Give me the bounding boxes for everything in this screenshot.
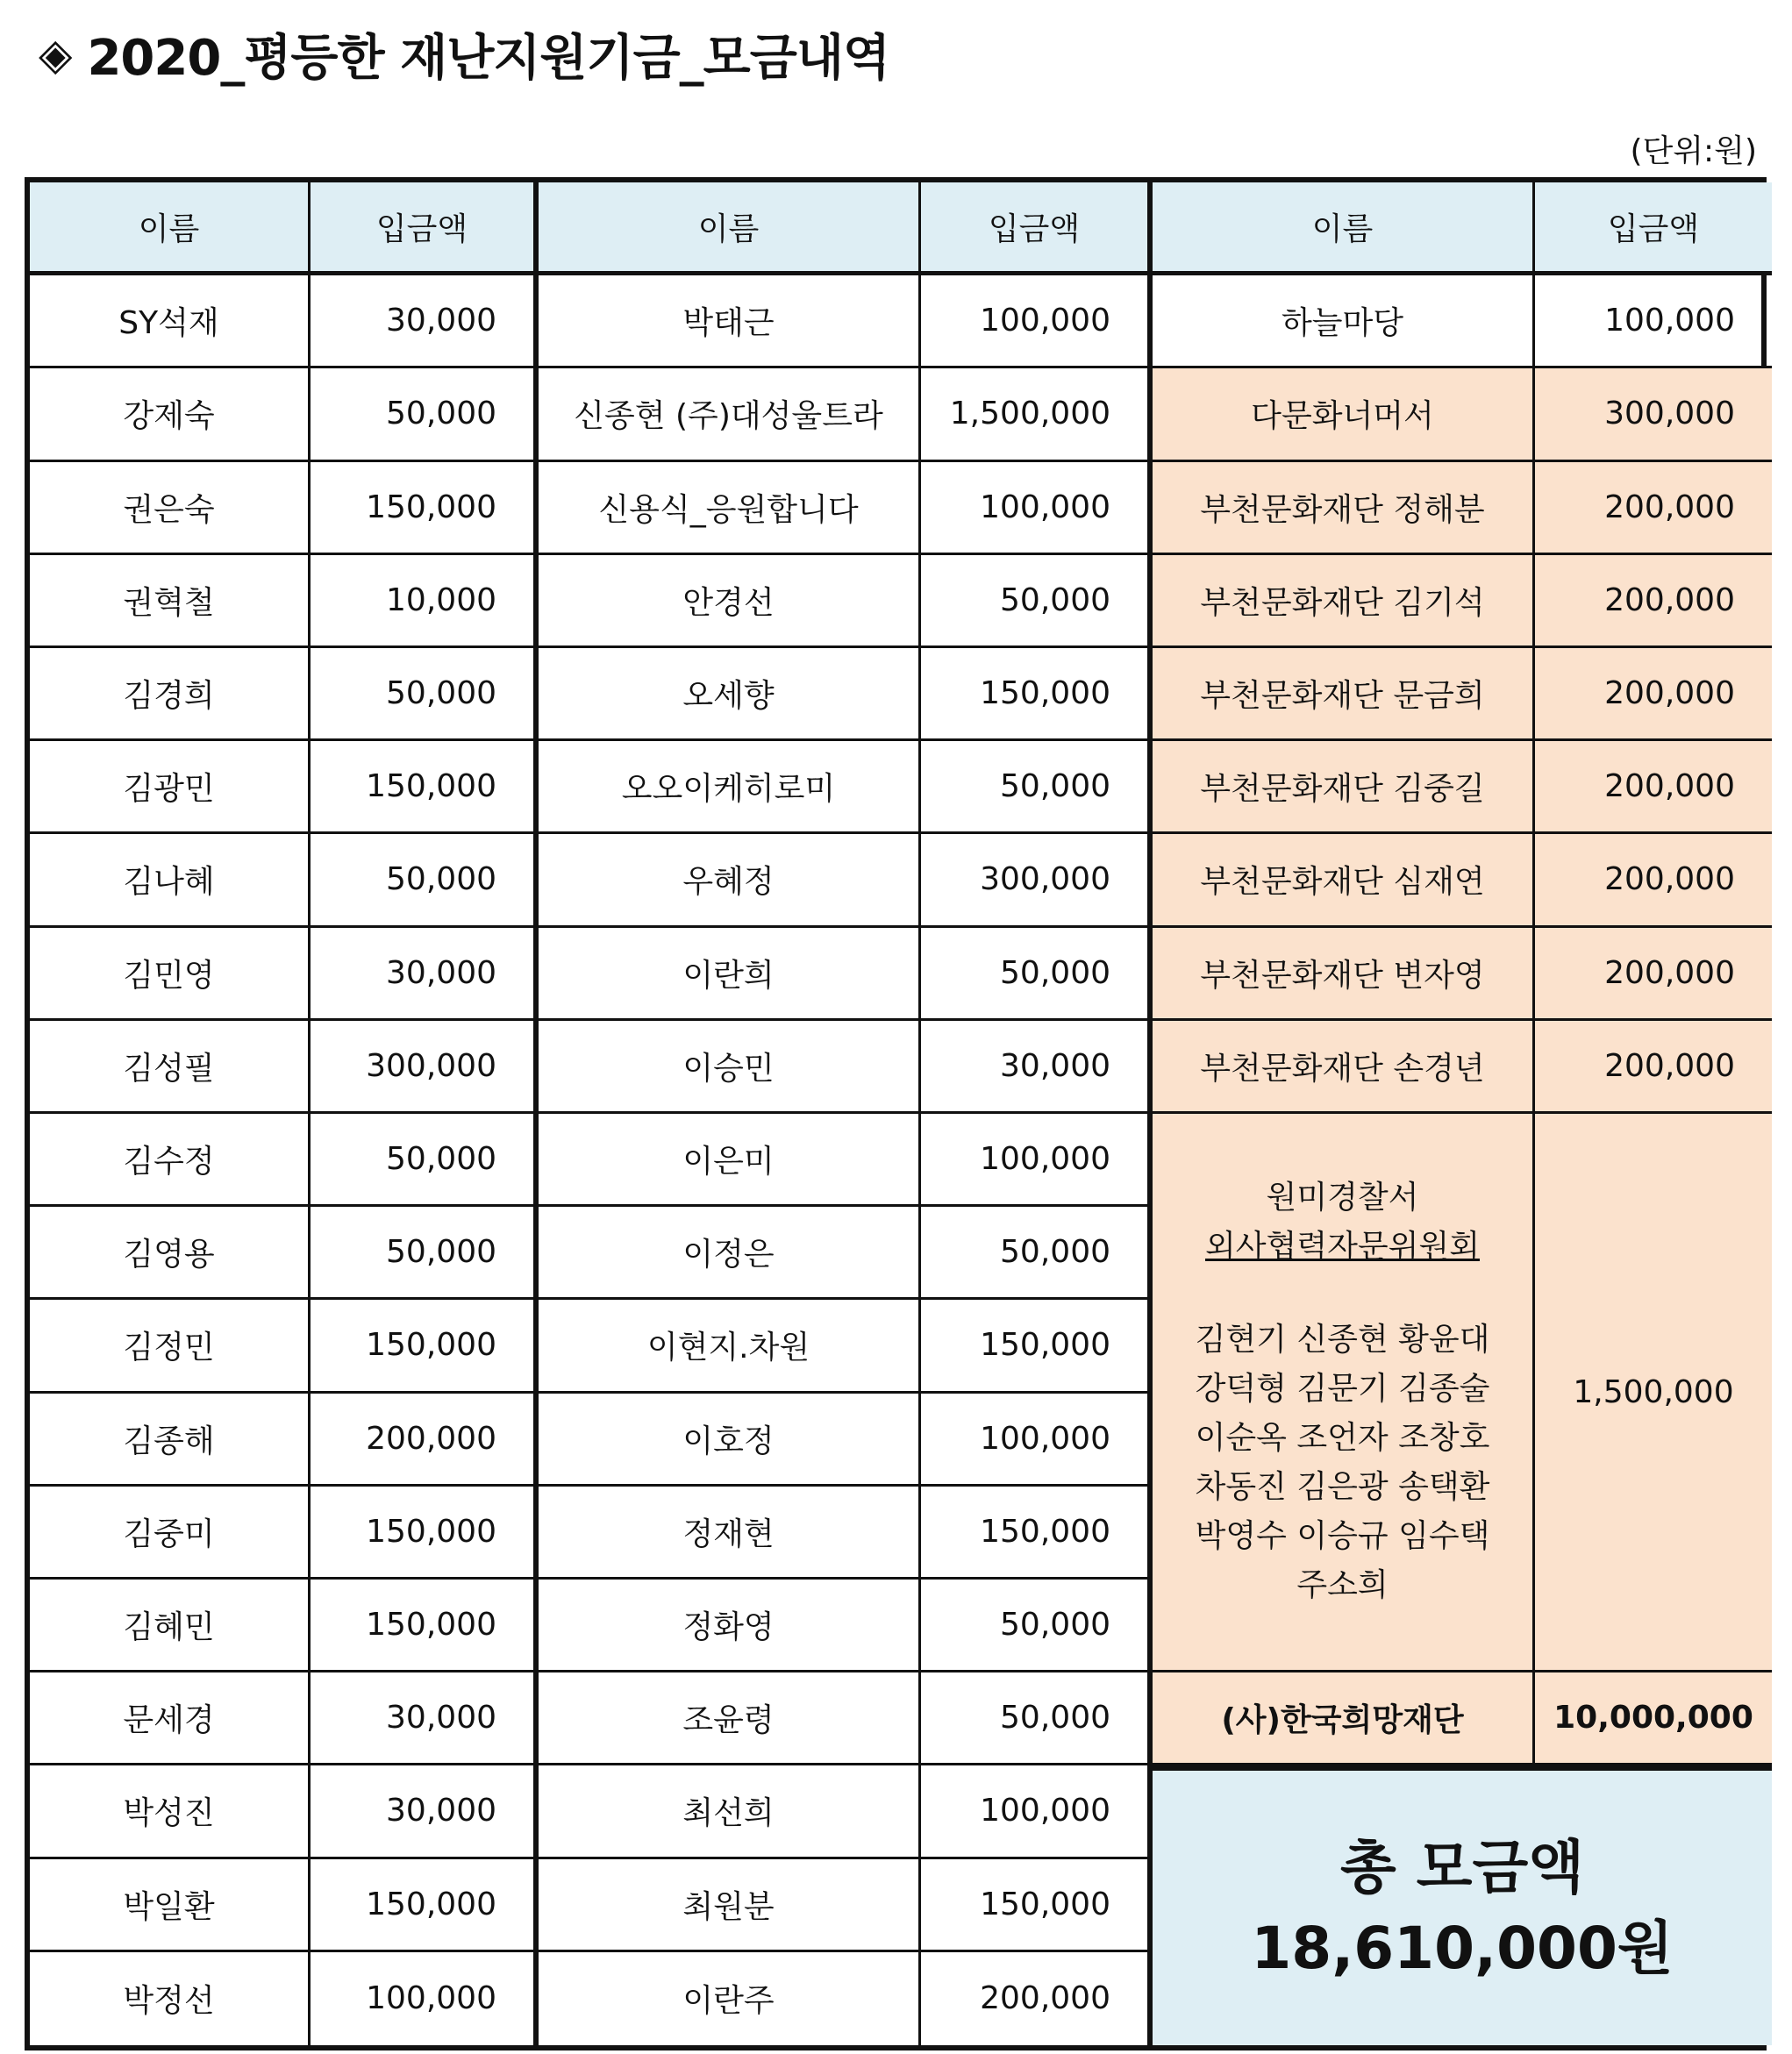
donor-amount: 100,000 xyxy=(1535,275,1772,368)
donor-amount: 50,000 xyxy=(921,741,1153,834)
donor-name: 이현지.차원 xyxy=(539,1300,921,1393)
donor-amount: 30,000 xyxy=(311,275,539,368)
donor-amount: 200,000 xyxy=(1535,462,1772,555)
hope-foundation-name: (사)한국희망재단 xyxy=(1153,1672,1535,1765)
donor-amount: 30,000 xyxy=(311,928,539,1021)
donor-name: 이호정 xyxy=(539,1394,921,1487)
donor-amount: 1,500,000 xyxy=(921,368,1153,461)
donor-name: 권혁철 xyxy=(30,555,311,648)
donor-amount: 150,000 xyxy=(311,1300,539,1393)
donor-name: 다문화너머서 xyxy=(1153,368,1535,461)
header-name: 이름 xyxy=(539,182,921,275)
donor-name: 김정민 xyxy=(30,1300,311,1393)
donor-amount: 50,000 xyxy=(921,1580,1153,1672)
donor-name: 강제숙 xyxy=(30,368,311,461)
donor-name: 부천문화재단 김중길 xyxy=(1153,741,1535,834)
donor-amount: 100,000 xyxy=(921,462,1153,555)
donor-amount: 50,000 xyxy=(921,555,1153,648)
donor-amount: 300,000 xyxy=(921,834,1153,927)
donor-name: 정재현 xyxy=(539,1487,921,1580)
total-box xyxy=(1153,1765,1772,2045)
donor-name: 이은미 xyxy=(539,1114,921,1207)
donor-name: 김경희 xyxy=(30,648,311,741)
donor-amount: 100,000 xyxy=(311,1952,539,2045)
donor-name: 김수정 xyxy=(30,1114,311,1207)
donation-table xyxy=(25,177,1767,2050)
donor-amount: 300,000 xyxy=(1535,368,1772,461)
donor-name: 박일환 xyxy=(30,1859,311,1952)
group-member-line: 강덕형 김문기 김종술 xyxy=(1195,1371,1490,1408)
donor-amount: 100,000 xyxy=(921,1765,1153,1858)
group-amount: 1,500,000 xyxy=(1535,1114,1772,1672)
donor-name: 김광민 xyxy=(30,741,311,834)
group-org-name: 원미경찰서 xyxy=(1266,1180,1419,1216)
donor-amount: 30,000 xyxy=(921,1021,1153,1114)
donor-name: 김성필 xyxy=(30,1021,311,1114)
group-member-line: 주소희 xyxy=(1296,1567,1389,1604)
donor-name: 정화영 xyxy=(539,1580,921,1672)
donor-amount: 50,000 xyxy=(921,1207,1153,1300)
donor-name: 권은숙 xyxy=(30,462,311,555)
donor-name: 오세향 xyxy=(539,648,921,741)
donor-name: 김민영 xyxy=(30,928,311,1021)
donor-name: 신용식_응원합니다 xyxy=(539,462,921,555)
donor-name: 부천문화재단 손경년 xyxy=(1153,1021,1535,1114)
donor-amount: 50,000 xyxy=(311,648,539,741)
donor-name: 오오이케히로미 xyxy=(539,741,921,834)
donor-name: 박태근 xyxy=(539,275,921,368)
donor-amount: 150,000 xyxy=(921,1300,1153,1393)
group-member-line: 김현기 신종현 황윤대 xyxy=(1195,1322,1490,1359)
donor-name: 박정선 xyxy=(30,1952,311,2045)
donor-name: 우혜정 xyxy=(539,834,921,927)
donor-name: 김중미 xyxy=(30,1487,311,1580)
title-text: 2020_평등한 재난지원기금_모금내역 xyxy=(87,30,890,87)
donor-name: 문세경 xyxy=(30,1672,311,1765)
donor-amount: 50,000 xyxy=(311,368,539,461)
header-amount: 입금액 xyxy=(311,182,539,275)
donor-name: 김종해 xyxy=(30,1394,311,1487)
donor-amount: 100,000 xyxy=(921,1114,1153,1207)
hope-foundation-amount: 10,000,000 xyxy=(1535,1672,1772,1765)
donor-name: 부천문화재단 변자영 xyxy=(1153,928,1535,1021)
donor-name: 최선희 xyxy=(539,1765,921,1858)
group-donor-cell xyxy=(1153,1114,1535,1672)
donor-name: 박성진 xyxy=(30,1765,311,1858)
donor-amount: 30,000 xyxy=(311,1765,539,1858)
donor-amount: 200,000 xyxy=(311,1394,539,1487)
donor-name: 하늘마당 xyxy=(1153,275,1535,368)
donor-amount: 150,000 xyxy=(921,1487,1153,1580)
donor-amount: 100,000 xyxy=(921,275,1153,368)
donor-name: SY석재 xyxy=(30,275,311,368)
donor-name: 이승민 xyxy=(539,1021,921,1114)
donor-name: 부천문화재단 정해분 xyxy=(1153,462,1535,555)
donor-name: 이란주 xyxy=(539,1952,921,2045)
donor-amount: 50,000 xyxy=(311,1114,539,1207)
donor-amount: 50,000 xyxy=(921,1672,1153,1765)
donor-amount: 10,000 xyxy=(311,555,539,648)
donor-name: 부천문화재단 심재연 xyxy=(1153,834,1535,927)
donor-amount: 200,000 xyxy=(1535,741,1772,834)
donor-name: 김영용 xyxy=(30,1207,311,1300)
donor-amount: 200,000 xyxy=(1535,834,1772,927)
donor-name: 김나혜 xyxy=(30,834,311,927)
group-org-committee: 외사협력자문위원회 xyxy=(1205,1229,1480,1266)
donor-name: 이정은 xyxy=(539,1207,921,1300)
donor-name: 김혜민 xyxy=(30,1580,311,1672)
page-title xyxy=(39,19,889,89)
unit-label: (단위:원) xyxy=(1630,133,1757,169)
donor-amount: 200,000 xyxy=(1535,928,1772,1021)
header-amount: 입금액 xyxy=(921,182,1153,275)
donor-name: 부천문화재단 김기석 xyxy=(1153,555,1535,648)
total-value: 18,610,000원 xyxy=(1251,1914,1674,1982)
diamond-icon: ◈ xyxy=(39,29,72,80)
donor-amount: 150,000 xyxy=(311,741,539,834)
header-name: 이름 xyxy=(1153,182,1535,275)
total-label: 총 모금액 xyxy=(1339,1833,1584,1901)
donor-amount: 200,000 xyxy=(921,1952,1153,2045)
donor-amount: 50,000 xyxy=(311,1207,539,1300)
donor-name: 조윤령 xyxy=(539,1672,921,1765)
donor-name: 부천문화재단 문금희 xyxy=(1153,648,1535,741)
header-name: 이름 xyxy=(30,182,311,275)
donor-amount: 150,000 xyxy=(921,648,1153,741)
donor-amount: 50,000 xyxy=(921,928,1153,1021)
donor-amount: 150,000 xyxy=(921,1859,1153,1952)
donor-amount: 30,000 xyxy=(311,1672,539,1765)
group-member-line: 차동진 김은광 송택환 xyxy=(1195,1469,1490,1506)
donor-amount: 150,000 xyxy=(311,462,539,555)
donor-amount: 150,000 xyxy=(311,1580,539,1672)
donor-name: 최원분 xyxy=(539,1859,921,1952)
group-member-line: 이순옥 조언자 조창호 xyxy=(1195,1420,1490,1457)
donor-name: 신종현 (주)대성울트라 xyxy=(539,368,921,461)
donor-amount: 300,000 xyxy=(311,1021,539,1114)
donor-amount: 150,000 xyxy=(311,1859,539,1952)
donor-amount: 200,000 xyxy=(1535,648,1772,741)
donor-name: 안경선 xyxy=(539,555,921,648)
donor-name: 이란희 xyxy=(539,928,921,1021)
donor-amount: 200,000 xyxy=(1535,1021,1772,1114)
donor-amount: 100,000 xyxy=(921,1394,1153,1487)
group-member-line: 박영수 이승규 임수택 xyxy=(1195,1518,1490,1555)
donor-amount: 200,000 xyxy=(1535,555,1772,648)
donor-amount: 150,000 xyxy=(311,1487,539,1580)
header-amount: 입금액 xyxy=(1535,182,1772,275)
donor-amount: 50,000 xyxy=(311,834,539,927)
